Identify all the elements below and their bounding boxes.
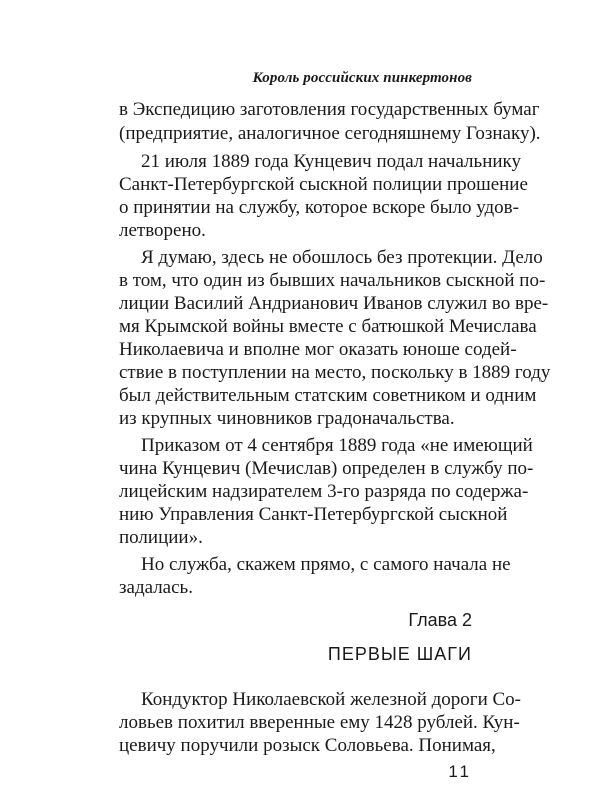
- text-line: чина Кунцевич (Мечислав) определен в службу по-: [119, 458, 534, 479]
- text-line: Санкт-Петербургской сыскной полиции прошение: [119, 174, 528, 195]
- text-line: ствие в поступлении на место, поскольку в 1889 году: [119, 362, 551, 383]
- text-line: о принятии на службу, которое вскоре было удов-: [119, 197, 519, 218]
- text-line: мя Крымской войны вместе с батюшкой Мечислава: [119, 316, 537, 337]
- text-line: цевичу поручили розыск Соловьева. Понимая,: [119, 735, 496, 756]
- text-line: из крупных чиновников градоначальства.: [119, 408, 455, 429]
- chapter-title: ПЕРВЫЕ ШАГИ: [327, 644, 472, 664]
- text-line: полиции».: [119, 527, 203, 548]
- text-line: лицейским надзирателем 3-го разряда по содержа-: [119, 481, 529, 502]
- text-line: 21 июля 1889 года Кунцевич подал начальнику: [141, 151, 521, 172]
- text-line: лиции Василий Андрианович Иванов служил во вре-: [119, 293, 549, 314]
- text-line: Я думаю, здесь не обошлось без протекции. Дело: [141, 247, 543, 268]
- text-line: нию Управления Санкт-Петербургской сыскной: [119, 504, 508, 525]
- text-line: задалась.: [119, 577, 193, 598]
- text-line: Кондуктор Николаевской железной дороги Со-: [141, 689, 521, 710]
- text-line: ловьев похитил вверенные ему 1428 рублей. Кун-: [119, 712, 520, 733]
- text-line: летворено.: [119, 220, 206, 241]
- running-head: Король российских пинкертонов: [252, 70, 472, 86]
- text-line: был действительным статским советником и одним: [119, 385, 537, 406]
- page-number: 11: [448, 762, 472, 781]
- text-line: в Экспедицию заготовления государственных бумаг: [119, 99, 540, 120]
- text-line: Приказом от 4 сентября 1889 года «не имеющий: [141, 435, 533, 456]
- text-line: Николаевича и вполне мог оказать юноше содей-: [119, 339, 517, 360]
- text-line: Но служба, скажем прямо, с самого начала не: [141, 554, 511, 575]
- chapter-label: Глава 2: [408, 610, 472, 630]
- text-line: (предприятие, аналогичное сегодняшнему Гознаку).: [119, 123, 541, 144]
- text-line: в том, что один из бывших начальников сыскной по-: [119, 270, 546, 291]
